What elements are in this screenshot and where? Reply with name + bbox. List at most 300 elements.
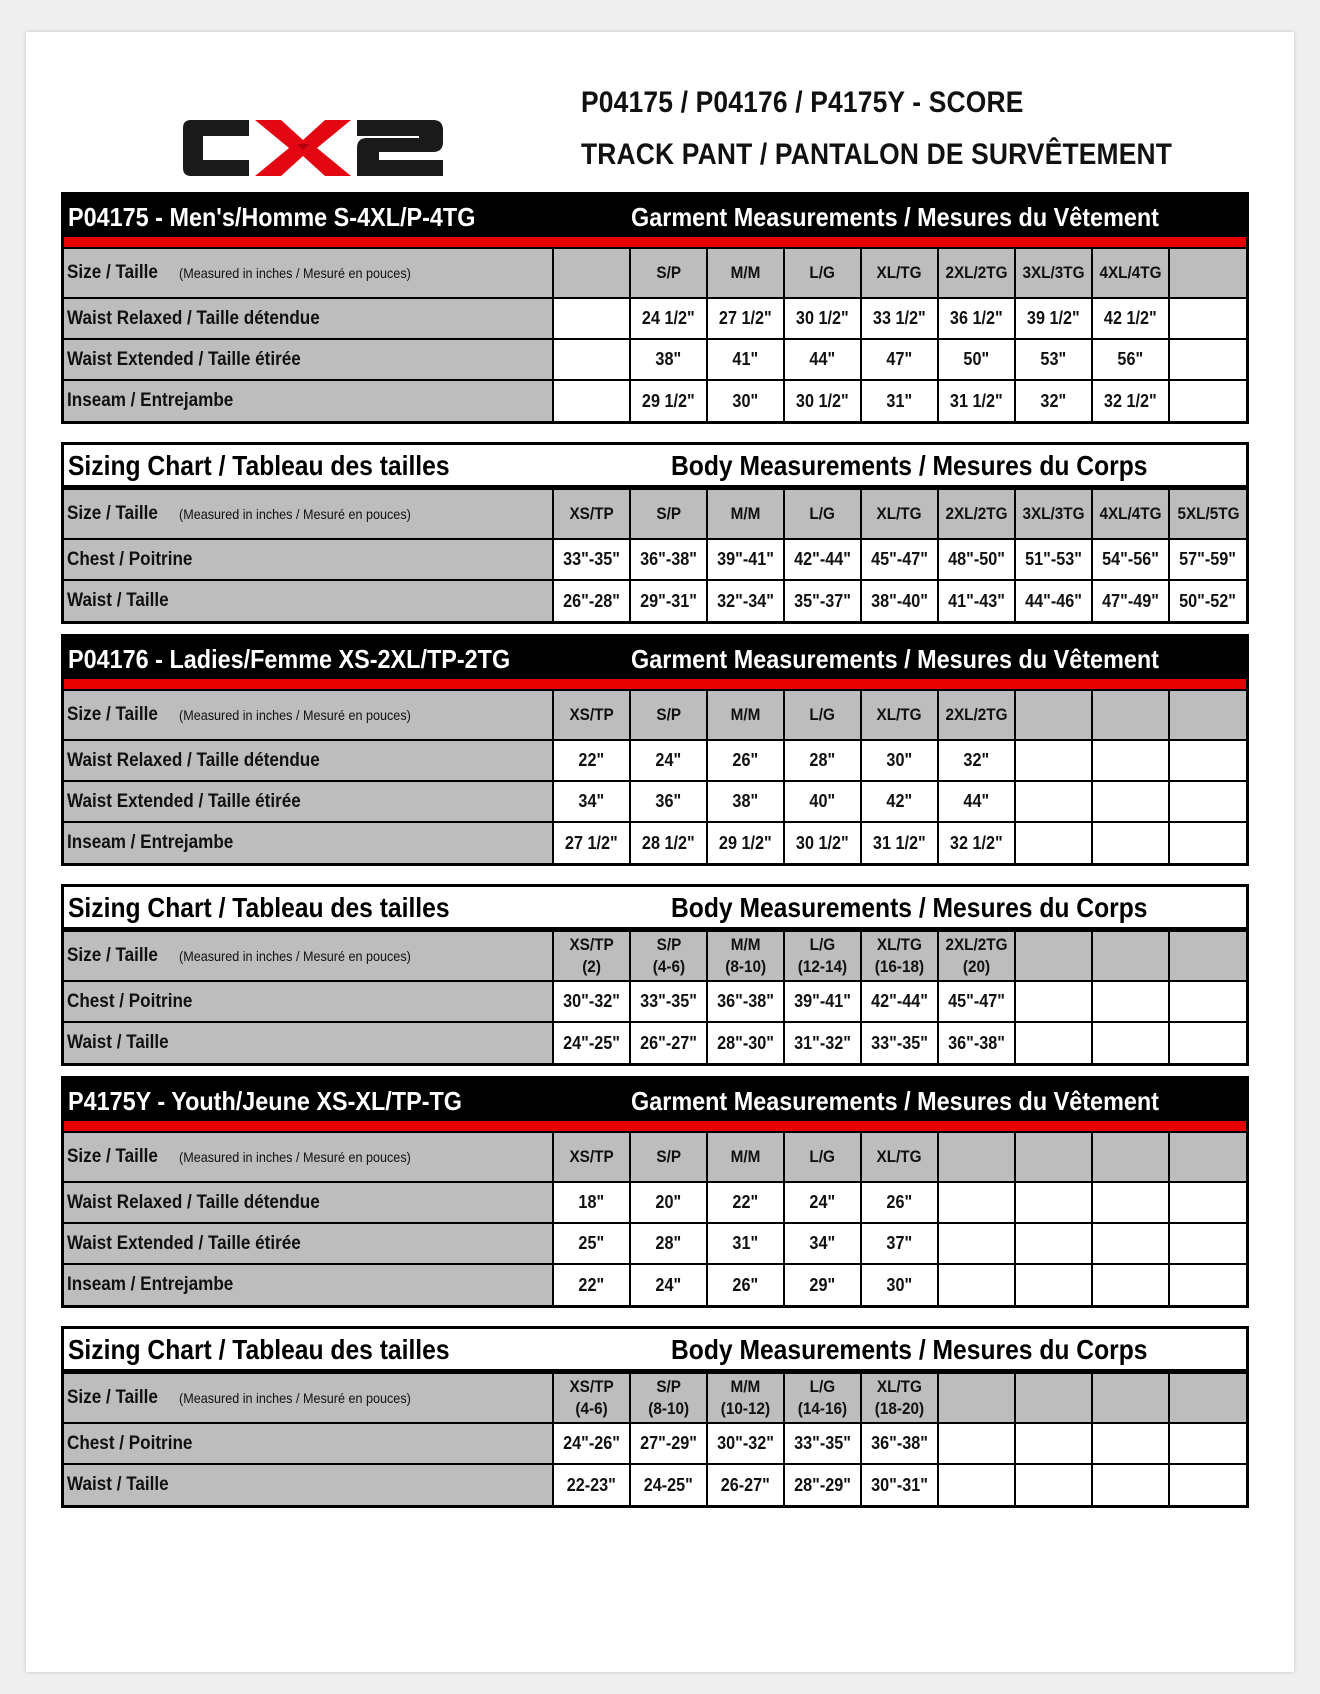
size-cell — [630, 489, 707, 539]
size-cell — [1015, 931, 1092, 981]
measurement-row — [64, 339, 1246, 380]
units-note: (Measured in inches / Mesuré en pouces) — [178, 1390, 411, 1406]
size-cell — [1092, 248, 1169, 298]
value-cell — [553, 539, 630, 580]
section-title: Sizing Chart / Tableau des tailles — [68, 450, 450, 481]
cell-text: L/G — [809, 1147, 836, 1166]
cell-text: 33"-35" — [871, 1032, 928, 1053]
cell-text: XL/TG — [876, 1147, 923, 1166]
value-cell — [784, 1223, 861, 1264]
size-cell — [861, 690, 938, 740]
size-cell — [784, 1132, 861, 1182]
cell-text: 26" — [886, 1192, 913, 1212]
cell-text: 25" — [578, 1233, 605, 1253]
value-cell — [1092, 981, 1169, 1022]
size-cell — [784, 489, 861, 539]
cell-text: 39"-41" — [794, 991, 851, 1011]
size-cell — [1015, 690, 1092, 740]
cell-text: 26" — [732, 750, 759, 770]
value-cell — [784, 981, 861, 1022]
section-title: P04176 - Ladies/Femme XS-2XL/TP-2TG — [68, 644, 511, 674]
body-measurements-section — [61, 442, 1249, 624]
cell-text: 42" — [886, 791, 913, 811]
value-cell — [630, 339, 707, 380]
value-cell — [1092, 1264, 1169, 1305]
units-note: (Measured in inches / Mesuré en pouces) — [178, 506, 411, 522]
size-cell — [1092, 1373, 1169, 1423]
size-cell — [1092, 1132, 1169, 1182]
value-cell — [1015, 580, 1092, 621]
value-cell — [938, 740, 1015, 781]
section-subtitle: Body Measurements / Mesures du Corps — [671, 450, 1148, 481]
cell-text: 3XL/3TG — [1022, 263, 1085, 282]
value-cell — [938, 1264, 1015, 1305]
value-cell — [1015, 298, 1092, 339]
value-cell — [1092, 580, 1169, 621]
value-cell — [630, 822, 707, 863]
value-cell — [1092, 380, 1169, 421]
cell-text: 50" — [963, 349, 990, 369]
cell-text: 2XL/2TG — [945, 705, 1008, 724]
cell-text: 40" — [809, 791, 836, 811]
cell-text: 30" — [732, 390, 759, 411]
size-header-row — [64, 489, 1246, 539]
size-header-row — [64, 1373, 1246, 1423]
cell-text: 22" — [578, 1274, 605, 1295]
value-cell — [553, 822, 630, 863]
row-label-text: Size / Taille — [67, 1146, 158, 1167]
value-cell — [1015, 1423, 1092, 1464]
value-cell — [553, 781, 630, 822]
value-cell — [784, 1022, 861, 1063]
cell-text: 51"-53" — [1025, 549, 1082, 569]
cell-text: 20" — [655, 1192, 682, 1212]
cell-text: S/P (4-6) — [652, 935, 685, 976]
size-cell — [553, 489, 630, 539]
value-cell — [553, 580, 630, 621]
value-cell — [553, 1464, 630, 1505]
row-label — [64, 248, 553, 298]
value-cell — [1169, 298, 1246, 339]
measurement-row — [64, 1264, 1246, 1305]
row-label — [64, 1223, 553, 1264]
cell-text: 4XL/4TG — [1099, 263, 1162, 282]
size-cell — [1169, 931, 1246, 981]
cell-text: 22" — [732, 1192, 759, 1212]
value-cell — [1092, 781, 1169, 822]
value-cell — [553, 1264, 630, 1305]
row-label-text: Waist Relaxed / Taille détendue — [67, 1191, 320, 1213]
row-label — [64, 1022, 553, 1063]
row-label-text: Chest / Poitrine — [67, 548, 193, 570]
row-label — [64, 740, 553, 781]
cell-text: 2XL/2TG — [945, 263, 1008, 282]
cell-text: 44" — [963, 791, 990, 811]
row-label — [64, 339, 553, 380]
row-label — [64, 781, 553, 822]
row-label-text: Waist Relaxed / Taille détendue — [67, 749, 320, 771]
cell-text: 30" — [886, 750, 913, 770]
value-cell — [1169, 1264, 1246, 1305]
size-cell — [938, 1132, 1015, 1182]
row-label-text: Size / Taille — [67, 1387, 158, 1408]
value-cell — [861, 1223, 938, 1264]
value-cell — [1015, 1022, 1092, 1063]
cell-text: XS/TP — [569, 504, 614, 523]
cell-text: 24" — [809, 1192, 836, 1212]
measurement-table — [64, 689, 1246, 863]
row-label-text: Inseam / Entrejambe — [67, 1274, 234, 1295]
row-label — [64, 981, 553, 1022]
product-subtitle: TRACK PANT / PANTALON DE SURVÊTEMENT — [581, 138, 1173, 171]
value-cell — [784, 822, 861, 863]
value-cell — [630, 1182, 707, 1223]
value-cell — [707, 822, 784, 863]
value-cell — [553, 1182, 630, 1223]
row-label — [64, 380, 553, 421]
value-cell — [707, 1182, 784, 1223]
value-cell — [938, 1182, 1015, 1223]
cell-text: 39"-41" — [717, 549, 774, 569]
section-subtitle: Body Measurements / Mesures du Corps — [671, 1334, 1148, 1365]
row-label-text: Waist Extended / Taille étirée — [67, 348, 301, 370]
size-cell — [784, 248, 861, 298]
cell-text: 48"-50" — [948, 549, 1005, 569]
row-label-text: Waist / Taille — [67, 1032, 169, 1053]
size-cell — [938, 690, 1015, 740]
value-cell — [630, 1264, 707, 1305]
size-cell — [1015, 1132, 1092, 1182]
row-label-text: Chest / Poitrine — [67, 990, 193, 1012]
size-cell — [1169, 1132, 1246, 1182]
size-header-row — [64, 248, 1246, 298]
units-note: (Measured in inches / Mesuré en pouces) — [178, 948, 411, 964]
cell-text: 32" — [963, 750, 990, 770]
row-label-text: Inseam / Entrejambe — [67, 390, 234, 411]
row-label-text: Waist Extended / Taille étirée — [67, 790, 301, 812]
value-cell — [861, 1423, 938, 1464]
value-cell — [1015, 740, 1092, 781]
value-cell — [707, 1264, 784, 1305]
cell-text: 42"-44" — [871, 991, 928, 1011]
measurement-row — [64, 298, 1246, 339]
cell-text: XS/TP (4-6) — [569, 1377, 614, 1418]
cell-text: 39 1/2" — [1027, 308, 1080, 328]
value-cell — [707, 539, 784, 580]
value-cell — [1015, 822, 1092, 863]
row-label — [64, 1182, 553, 1223]
cell-text: 28"-30" — [717, 1032, 774, 1053]
size-cell — [553, 690, 630, 740]
cell-text: M/M — [730, 504, 761, 523]
value-cell — [1092, 822, 1169, 863]
value-cell — [553, 1223, 630, 1264]
value-cell — [1015, 339, 1092, 380]
cell-text: XS/TP — [569, 705, 614, 724]
cell-text: 34" — [809, 1233, 836, 1253]
size-cell — [707, 690, 784, 740]
cell-text: 31 1/2" — [873, 832, 926, 853]
cell-text: S/P (8-10) — [648, 1377, 689, 1418]
cell-text: 24 1/2" — [642, 308, 695, 328]
measurement-row — [64, 539, 1246, 580]
value-cell — [1169, 981, 1246, 1022]
size-cell — [707, 931, 784, 981]
size-cell — [784, 931, 861, 981]
value-cell — [861, 380, 938, 421]
size-cell — [707, 248, 784, 298]
value-cell — [784, 380, 861, 421]
cell-text: 22-23" — [566, 1474, 617, 1495]
cell-text: XL/TG — [876, 504, 923, 523]
cell-text: 30"-32" — [717, 1433, 774, 1453]
cell-text: 26" — [732, 1274, 759, 1295]
value-cell — [707, 580, 784, 621]
cell-text: 32"-34" — [717, 590, 774, 611]
value-cell — [938, 1223, 1015, 1264]
units-note: (Measured in inches / Mesuré en pouces) — [178, 265, 411, 281]
value-cell — [1015, 1182, 1092, 1223]
size-cell — [1092, 931, 1169, 981]
size-cell — [784, 1373, 861, 1423]
row-label-text: Waist / Taille — [67, 1474, 169, 1495]
measurement-table — [64, 247, 1246, 421]
cell-text: 36" — [655, 791, 682, 811]
cell-text: 5XL/5TG — [1176, 504, 1240, 523]
cell-text: 32 1/2" — [950, 832, 1003, 853]
value-cell — [707, 1423, 784, 1464]
value-cell — [938, 298, 1015, 339]
cell-text: 50"-52" — [1179, 590, 1237, 611]
cell-text: 38" — [732, 791, 759, 811]
size-cell — [861, 1373, 938, 1423]
cell-text: 28"-29" — [794, 1474, 851, 1495]
cell-text: 47"-49" — [1102, 590, 1159, 611]
value-cell — [1015, 1223, 1092, 1264]
size-cell — [1092, 489, 1169, 539]
size-cell — [630, 931, 707, 981]
measurement-row — [64, 1464, 1246, 1505]
garment-measurements-section — [61, 192, 1249, 424]
size-cell — [784, 690, 861, 740]
cell-text: 36 1/2" — [950, 308, 1003, 328]
cell-text: 38"-40" — [871, 590, 928, 611]
size-cell — [630, 248, 707, 298]
value-cell — [630, 298, 707, 339]
value-cell — [630, 539, 707, 580]
row-label — [64, 1464, 553, 1505]
value-cell — [1169, 1022, 1246, 1063]
cell-text: 33"-35" — [640, 991, 697, 1011]
size-cell — [861, 931, 938, 981]
value-cell — [707, 981, 784, 1022]
cell-text: 29"-31" — [640, 590, 697, 611]
cell-text: M/M (10-12) — [720, 1377, 771, 1418]
cell-text: XL/TG — [876, 705, 923, 724]
measurement-row — [64, 1022, 1246, 1063]
size-cell — [1015, 489, 1092, 539]
value-cell — [861, 580, 938, 621]
section-subtitle: Garment Measurements / Mesures du Vêtement — [631, 1086, 1159, 1116]
value-cell — [707, 1022, 784, 1063]
measurement-row — [64, 981, 1246, 1022]
value-cell — [1169, 380, 1246, 421]
cell-text: 41" — [732, 349, 759, 369]
value-cell — [1092, 1022, 1169, 1063]
value-cell — [553, 1423, 630, 1464]
value-cell — [861, 740, 938, 781]
value-cell — [1092, 740, 1169, 781]
measurement-row — [64, 380, 1246, 421]
cell-text: M/M (8-10) — [725, 935, 766, 976]
cell-text: 27"-29" — [640, 1433, 697, 1453]
cell-text: 32 1/2" — [1104, 390, 1157, 411]
value-cell — [553, 380, 630, 421]
row-label — [64, 1423, 553, 1464]
cell-text: 31" — [732, 1233, 759, 1253]
cell-text: L/G (14-16) — [797, 1377, 848, 1418]
section-banner — [64, 1079, 1246, 1131]
row-label — [64, 539, 553, 580]
row-label — [64, 489, 553, 539]
value-cell — [1015, 539, 1092, 580]
value-cell — [707, 380, 784, 421]
cell-text: 56" — [1117, 349, 1144, 369]
value-cell — [1092, 298, 1169, 339]
cell-text: XL/TG — [876, 263, 923, 282]
section-subtitle: Garment Measurements / Mesures du Vêtement — [631, 202, 1159, 232]
section-banner — [64, 1329, 1246, 1372]
cell-text: 30 1/2" — [796, 390, 849, 411]
cell-text: 34" — [578, 791, 605, 811]
measurement-row — [64, 781, 1246, 822]
cell-text: 30 1/2" — [796, 308, 849, 328]
value-cell — [707, 781, 784, 822]
value-cell — [630, 740, 707, 781]
value-cell — [861, 1264, 938, 1305]
value-cell — [630, 380, 707, 421]
value-cell — [784, 740, 861, 781]
cell-text: 36"-38" — [871, 1433, 928, 1453]
size-header-row — [64, 931, 1246, 981]
cell-text: 30 1/2" — [796, 832, 849, 853]
size-cell — [553, 1373, 630, 1423]
size-cell — [707, 1132, 784, 1182]
cell-text: 30"-31" — [871, 1474, 928, 1495]
value-cell — [784, 539, 861, 580]
row-label — [64, 580, 553, 621]
size-cell — [1169, 690, 1246, 740]
row-label-text: Size / Taille — [67, 704, 158, 725]
cell-text: 26-27" — [720, 1474, 771, 1495]
value-cell — [784, 781, 861, 822]
value-cell — [938, 1423, 1015, 1464]
row-label-text: Waist Relaxed / Taille détendue — [67, 307, 320, 329]
section-subtitle: Garment Measurements / Mesures du Vêtement — [631, 644, 1159, 674]
size-cell — [861, 489, 938, 539]
measurement-table — [64, 1372, 1246, 1505]
value-cell — [1169, 1223, 1246, 1264]
cell-text: 47" — [886, 349, 913, 369]
value-cell — [1015, 1464, 1092, 1505]
cell-text: 45"-47" — [871, 549, 928, 569]
cx2-logo — [157, 98, 471, 198]
size-cell — [553, 931, 630, 981]
row-label — [64, 298, 553, 339]
cell-text: 29 1/2" — [642, 390, 695, 411]
cell-text: 44"-46" — [1025, 590, 1082, 611]
value-cell — [630, 580, 707, 621]
cell-text: 33"-35" — [794, 1433, 851, 1453]
row-label — [64, 1264, 553, 1305]
section-banner — [64, 445, 1246, 488]
row-label-text: Size / Taille — [67, 503, 158, 524]
row-label-text: Size / Taille — [67, 262, 158, 283]
value-cell — [630, 1423, 707, 1464]
size-cell — [1169, 248, 1246, 298]
value-cell — [1092, 1423, 1169, 1464]
cell-text: 22" — [578, 750, 605, 770]
cell-text: 27 1/2" — [565, 832, 618, 853]
value-cell — [784, 339, 861, 380]
cell-text: 35"-37" — [794, 590, 851, 611]
size-cell — [707, 1373, 784, 1423]
measurement-row — [64, 1423, 1246, 1464]
cell-text: 33 1/2" — [873, 308, 926, 328]
size-cell — [707, 489, 784, 539]
row-label — [64, 1132, 553, 1182]
section-title: Sizing Chart / Tableau des tailles — [68, 892, 450, 923]
value-cell — [784, 1182, 861, 1223]
measurement-table — [64, 930, 1246, 1063]
value-cell — [1169, 1423, 1246, 1464]
row-label-text: Waist / Taille — [67, 590, 169, 611]
section-subtitle: Body Measurements / Mesures du Corps — [671, 892, 1148, 923]
cell-text: M/M — [730, 705, 761, 724]
value-cell — [707, 1464, 784, 1505]
cell-text: M/M — [730, 263, 761, 282]
size-cell — [1169, 1373, 1246, 1423]
cell-text: 38" — [655, 349, 682, 369]
row-label-text: Chest / Poitrine — [67, 1432, 193, 1454]
size-cell — [553, 1132, 630, 1182]
cell-text: 33"-35" — [563, 549, 620, 569]
cell-text: XS/TP (2) — [569, 935, 614, 976]
value-cell — [861, 1182, 938, 1223]
cell-text: 3XL/3TG — [1022, 504, 1085, 523]
value-cell — [938, 981, 1015, 1022]
cell-text: 44" — [809, 349, 836, 369]
cell-text: 27 1/2" — [719, 308, 772, 328]
product-title: P04175 / P04176 / P4175Y - SCORE — [581, 86, 1024, 119]
cell-text: L/G — [809, 705, 836, 724]
value-cell — [861, 539, 938, 580]
size-cell — [1015, 248, 1092, 298]
section-banner — [64, 637, 1246, 689]
body-measurements-section — [61, 884, 1249, 1066]
value-cell — [1169, 339, 1246, 380]
cell-text: 36"-38" — [640, 549, 697, 569]
cell-text: 41"-43" — [948, 590, 1005, 611]
value-cell — [1015, 781, 1092, 822]
size-cell — [938, 248, 1015, 298]
value-cell — [1015, 380, 1092, 421]
value-cell — [1015, 981, 1092, 1022]
size-cell — [938, 489, 1015, 539]
cell-text: 30"-32" — [563, 991, 620, 1011]
value-cell — [861, 781, 938, 822]
value-cell — [1169, 740, 1246, 781]
